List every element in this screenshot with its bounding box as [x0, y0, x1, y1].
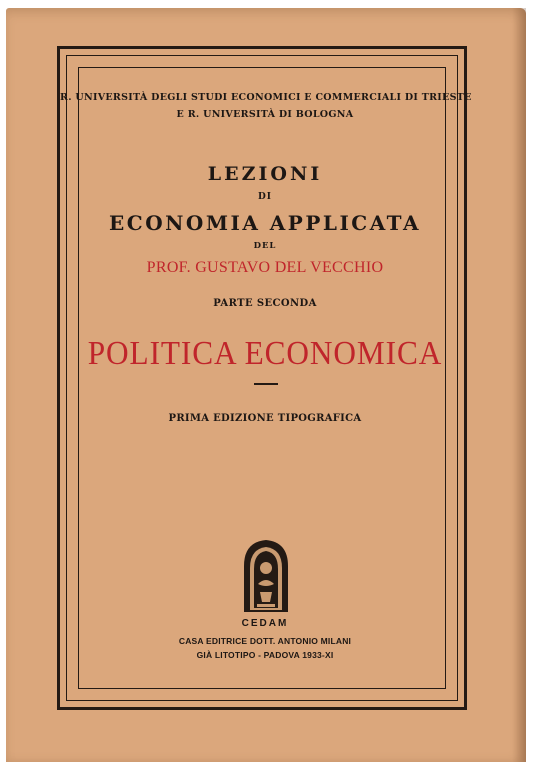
- publisher-line-2: GIÀ LITOTIPO - PADOVA 1933-XI: [196, 650, 334, 660]
- author-name: PROF. GUSTAVO DEL VECCHIO: [146, 259, 384, 276]
- publisher-line-1: CASA EDITRICE DOTT. ANTONIO MILANI: [178, 636, 352, 646]
- divider-rule: [254, 383, 278, 385]
- institution-line-2: E R. UNIVERSITÀ DI BOLOGNA: [176, 109, 354, 120]
- title-lezioni: LEZIONI: [207, 163, 323, 185]
- cedam-arch-emblem-icon: [240, 538, 292, 614]
- part-label: PARTE SECONDA: [213, 298, 317, 309]
- edition-label: PRIMA EDIZIONE TIPOGRAFICA: [168, 413, 362, 424]
- subtitle-politica-economica: POLITICA ECONOMICA: [87, 335, 443, 372]
- title-economia-applicata: ECONOMIA APPLICATA: [109, 211, 421, 235]
- title-di: DI: [257, 192, 272, 202]
- cover-edge-shadow: [512, 8, 526, 762]
- institution-line-1: R. UNIVERSITÀ DEGLI STUDI ECONOMICI E COMMERCIALI DI TRIESTE: [60, 92, 472, 103]
- title-del: DEL: [253, 241, 277, 251]
- publisher-name: CEDAM: [241, 618, 289, 629]
